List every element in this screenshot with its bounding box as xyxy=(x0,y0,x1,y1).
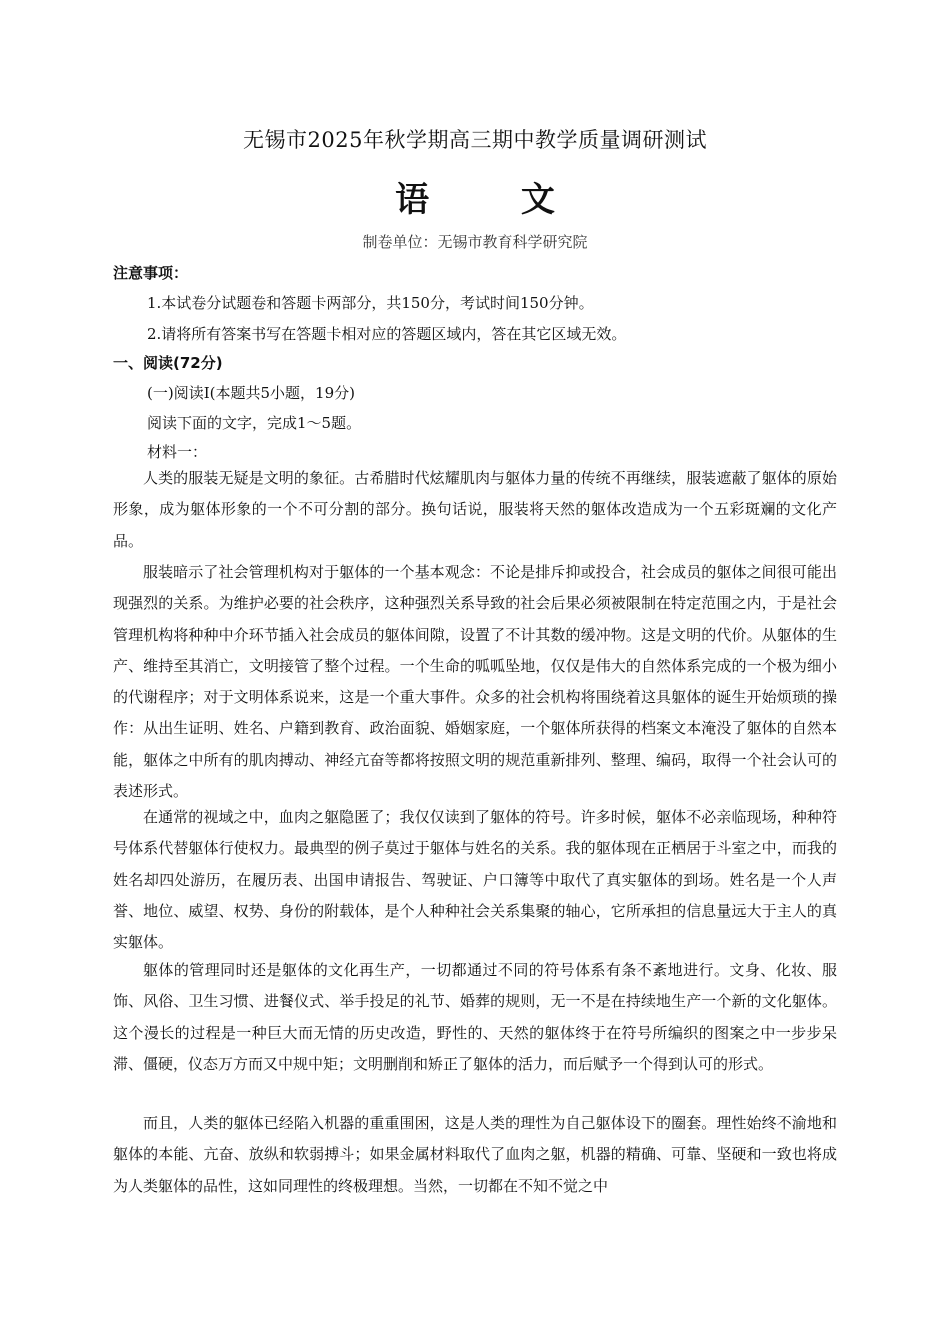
passage-paragraph: 而且，人类的躯体已经陷入机器的重重围困，这是人类的理性为自己躯体设下的圈套。理性始终不渝地和躯体的本能、亢奋、放纵和软弱搏斗；如果金属材料取代了血肉之躯，机器的精确、可靠、坚硬和一致也将成为人类躯体的品性，这如同理性的终极理想。当然，一切都在不知不觉之中 xyxy=(113,1114,837,1195)
sub-section-heading: (一)阅读Ⅰ(本题共5小题，19分) xyxy=(147,384,355,402)
passage-paragraph: 服装暗示了社会管理机构对于躯体的一个基本观念：不论是排斥抑或投合，社会成员的躯体之间很可能出现强烈的关系。为维护必要的社会秩序，这种强烈关系导致的社会后果必须被限制在特定范围之内，于是社会管理机构将种种中介环节插入社会成员的躯体间隙，设置了不计其数的缓冲物。这是文明的代价。从躯体的生产、维持至其消亡，文明接管了整个过程。一个生命的呱呱坠地，仅仅是伟大的自然体系完成的一个极为细小的代谢程序；对于文明体系说来，这是一个重大事件。众多的社会机构将围绕着这具躯体的诞生开始烦琐的操作：从出生证明、姓名、户籍到教育、政治面貌、婚姻家庭，一个躯体所获得的档案文本淹没了躯体的自然本能，躯体之中所有的肌肉搏动、神经亢奋等都将按照文明的规范重新排列、整理、编码，取得一个社会认可的表述形式。 xyxy=(113,563,837,801)
section-heading: 一、阅读(72分) xyxy=(113,354,223,372)
material-label: 材料一： xyxy=(147,443,208,461)
exam-title: 无锡市2025年秋学期高三期中教学质量调研测试 xyxy=(243,128,707,152)
notice-item: 1.本试卷分试题卷和答题卡两部分，共150分，考试时间150分钟。 xyxy=(147,294,594,312)
notice-heading: 注意事项： xyxy=(113,264,189,282)
producer-line: 制卷单位：无锡市教育科学研究院 xyxy=(362,233,588,251)
passage-paragraph: 躯体的管理同时还是躯体的文化再生产，一切都通过不同的符号体系有条不紊地进行。文身、化妆、服饰、风俗、卫生习惯、进餐仪式、举手投足的礼节、婚葬的规则，无一不是在持续地生产一个新的文化躯体。这个漫长的过程是一种巨大而无情的历史改造，野性的、天然的躯体终于在符号所编织的图案之中一步步呆滞、僵硬，仪态万方而又中规中矩；文明删削和矫正了躯体的活力，而后赋予一个得到认可的形式。 xyxy=(113,961,837,1073)
passage-paragraph: 在通常的视域之中，血肉之躯隐匿了；我仅仅读到了躯体的符号。许多时候，躯体不必亲临现场，种种符号体系代替躯体行使权力。最典型的例子莫过于躯体与姓名的关系。我的躯体现在正栖居于斗室之中，而我的姓名却四处游历，在履历表、出国申请报告、驾驶证、户口簿等中取代了真实躯体的到场。姓名是一个人声誉、地位、威望、权势、身份的附载体，是个人种种社会关系集聚的轴心，它所承担的信息量远大于主人的真实躯体。 xyxy=(113,808,837,952)
instruction-text: 阅读下面的文字，完成1～5题。 xyxy=(147,414,362,432)
notice-item: 2.请将所有答案书写在答题卡相对应的答题区域内，答在其它区域无效。 xyxy=(147,325,627,343)
passage-paragraph: 人类的服装无疑是文明的象征。古希腊时代炫耀肌肉与躯体力量的传统不再继续，服装遮蔽了躯体的原始形象，成为躯体形象的一个不可分割的部分。换句话说，服装将天然的躯体改造成为一个五彩斑斓的文化产品。 xyxy=(113,469,837,550)
subject-title: 语 文 xyxy=(395,180,595,220)
